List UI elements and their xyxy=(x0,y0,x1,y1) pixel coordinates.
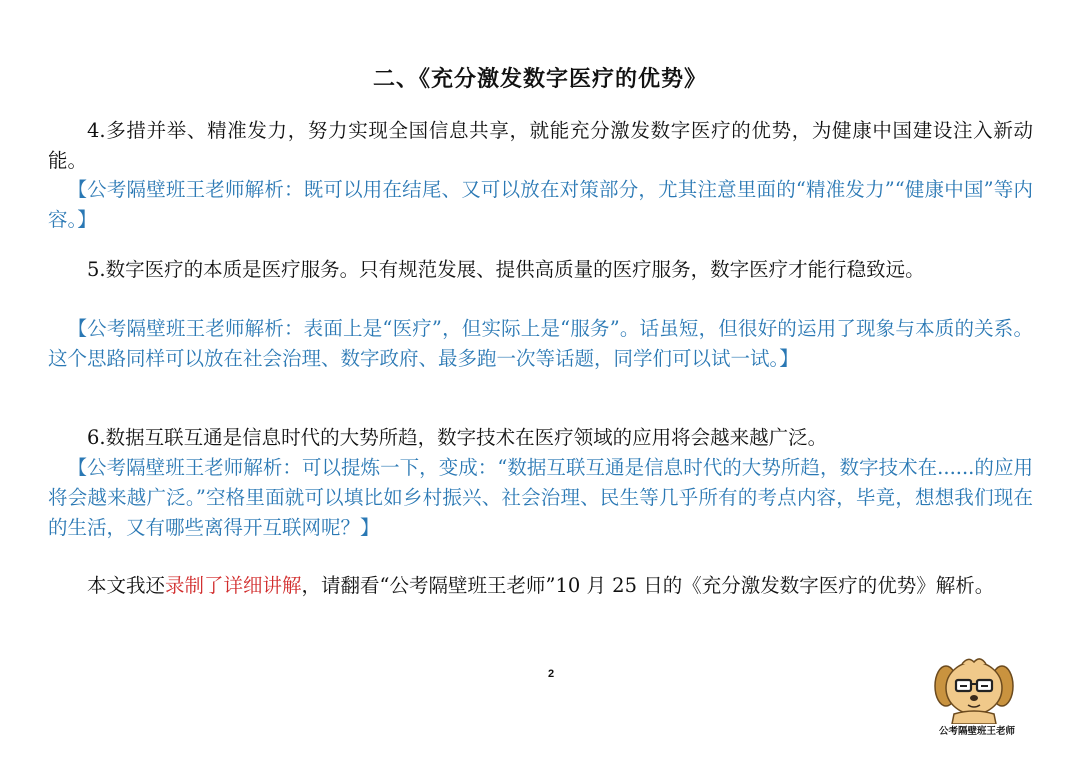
dog-mascot-with-glasses-icon xyxy=(932,652,1016,724)
closing-paragraph xyxy=(48,571,1033,601)
page-number: 2 xyxy=(547,668,555,680)
mascot-caption: 公考隔壁班王老师 xyxy=(938,726,1015,737)
item-5-note: 【公考隔壁班王老师解析：表面上是“医疗”，但实际上是“服务”。话虽短，但很好的运用了现象与本质的关系。这个思路同样可以放在社会治理、数字政府、最多跑一次等话题，同学们可以试一试。】 xyxy=(48,317,1033,370)
item-5-text: 5.数字医疗的本质是医疗服务。只有规范发展、提供高质量的医疗服务，数字医疗才能行稳致远。 xyxy=(87,258,925,281)
closing-before: 本文我还 xyxy=(87,574,166,597)
item-6-text: 6.数据互联互通是信息时代的大势所趋，数字技术在医疗领域的应用将会越来越广泛。 xyxy=(87,426,828,449)
page-title: 二、《充分激发数字医疗的优势》 xyxy=(372,66,707,92)
item-4-note: 【公考隔壁班王老师解析：既可以用在结尾、又可以放在对策部分，尤其注意里面的“精准发力”“健康中国”等内容。】 xyxy=(48,178,1033,231)
item-6-note: 【公考隔壁班王老师解析：可以提炼一下，变成：“数据互联互通是信息时代的大势所趋，数字技术在......的应用将会越来越广泛。”空格里面就可以填比如乡村振兴、社会治理、民生等几乎所有的考点内容，毕竟，想想我们现在的生活，又有哪些离得开互联网呢？】 xyxy=(48,456,1033,539)
item-4-text: 4.多措并举、精准发力，努力实现全国信息共享，就能充分激发数字医疗的优势，为健康中国建设注入新动能。 xyxy=(48,119,1033,172)
closing-highlight: 录制了详细讲解 xyxy=(165,574,302,597)
closing-after: ，请翻看“公考隔壁班王老师”10 月 25 日的《充分激发数字医疗的优势》解析。 xyxy=(301,574,995,597)
